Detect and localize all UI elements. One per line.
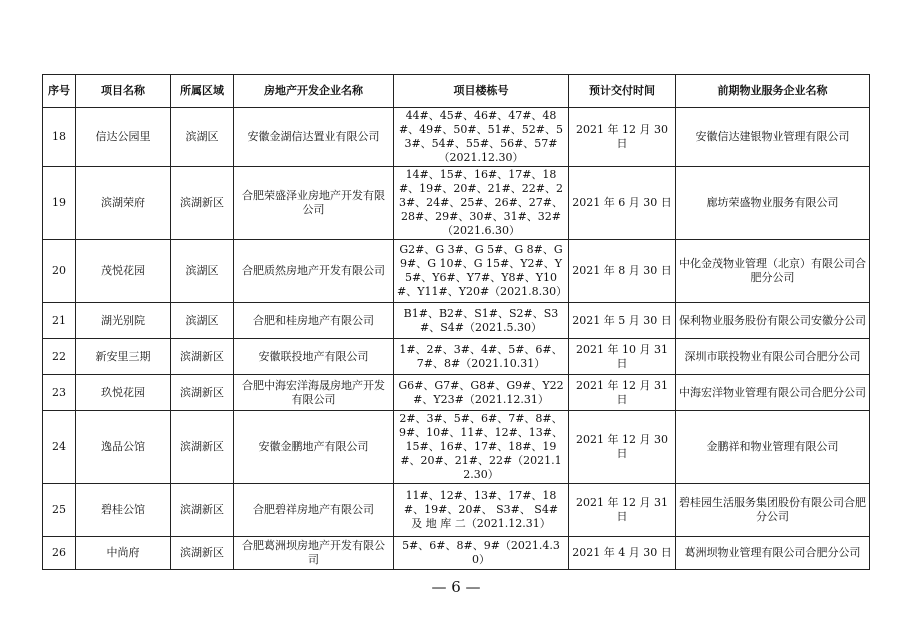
cell-delivery: 2021 年 10 月 31 日: [569, 339, 676, 375]
cell-buildings: 1#、2#、3#、4#、5#、6#、7#、8#（2021.10.31）: [394, 339, 569, 375]
header-district: 所属区域: [171, 75, 234, 108]
cell-no: 23: [43, 375, 76, 411]
cell-district: 滨湖区: [171, 240, 234, 303]
cell-property: 廊坊荣盛物业服务有限公司: [676, 167, 870, 240]
cell-project: 碧桂公馆: [76, 484, 171, 537]
cell-developer: 安徽金鹏地产有限公司: [234, 411, 394, 484]
cell-no: 21: [43, 303, 76, 339]
table-row: [43, 167, 870, 240]
cell-buildings: B1#、B2#、S1#、S2#、S3#、S4#（2021.5.30）: [394, 303, 569, 339]
cell-delivery: 2021 年 12 月 30 日: [569, 108, 676, 167]
cell-buildings: 2#、3#、5#、6#、7#、8#、9#、10#、11#、12#、13#、15#、16#、17#、18#、19#、20#、21#、22#（2021.12.30）: [394, 411, 569, 484]
cell-delivery: 2021 年 12 月 31 日: [569, 484, 676, 537]
cell-district: 滨湖新区: [171, 484, 234, 537]
cell-no: 26: [43, 537, 76, 570]
cell-delivery: 2021 年 6 月 30 日: [569, 167, 676, 240]
table-row: [43, 484, 870, 537]
table-row: [43, 411, 870, 484]
cell-property: 中化金茂物业管理（北京）有限公司合肥分公司: [676, 240, 870, 303]
cell-property: 深圳市联投物业有限公司合肥分公司: [676, 339, 870, 375]
table-row: [43, 339, 870, 375]
cell-buildings: G6#、G7#、G8#、G9#、Y22#、Y23#（2021.12.31）: [394, 375, 569, 411]
table-row: [43, 375, 870, 411]
cell-property: 葛洲坝物业管理有限公司合肥分公司: [676, 537, 870, 570]
project-table: [42, 74, 870, 570]
cell-developer: 合肥质然房地产开发有限公司: [234, 240, 394, 303]
table-row: [43, 240, 870, 303]
cell-delivery: 2021 年 4 月 30 日: [569, 537, 676, 570]
cell-delivery: 2021 年 5 月 30 日: [569, 303, 676, 339]
cell-delivery: 2021 年 12 月 31 日: [569, 375, 676, 411]
page-number: — 6 —: [431, 578, 481, 596]
cell-district: 滨湖新区: [171, 339, 234, 375]
header-project: 项目名称: [76, 75, 171, 108]
cell-no: 18: [43, 108, 76, 167]
cell-property: 安徽信达建银物业管理有限公司: [676, 108, 870, 167]
cell-project: 茂悦花园: [76, 240, 171, 303]
table-header-row: [43, 75, 870, 108]
cell-buildings: 44#、45#、46#、47#、48#、49#、50#、51#、52#、53#、54#、55#、56#、57#（2021.12.30）: [394, 108, 569, 167]
cell-no: 24: [43, 411, 76, 484]
header-property: 前期物业服务企业名称: [676, 75, 870, 108]
table-row: [43, 303, 870, 339]
cell-buildings: 11#、12#、13#、17#、18#、19#、20#、 S3#、 S4# 及 地 库 二（2021.12.31）: [394, 484, 569, 537]
cell-district: 滨湖新区: [171, 375, 234, 411]
header-delivery: 预计交付时间: [569, 75, 676, 108]
cell-buildings: G2#、G 3#、G 5#、G 8#、G 9#、G 10#、G 15#、Y2#、Y5#、Y6#、Y7#、Y8#、Y10#、Y11#、Y20#（2021.8.30）: [394, 240, 569, 303]
cell-developer: 合肥中海宏洋海晟房地产开发有限公司: [234, 375, 394, 411]
cell-buildings: 14#、15#、16#、17#、18#、19#、20#、21#、22#、23#、24#、25#、26#、27#、28#、29#、30#、31#、32#（2021.6.30）: [394, 167, 569, 240]
cell-developer: 安徽金湖信达置业有限公司: [234, 108, 394, 167]
cell-developer: 安徽联投地产有限公司: [234, 339, 394, 375]
cell-developer: 合肥葛洲坝房地产开发有限公司: [234, 537, 394, 570]
cell-district: 滨湖区: [171, 108, 234, 167]
cell-developer: 合肥和桂房地产有限公司: [234, 303, 394, 339]
cell-project: 信达公园里: [76, 108, 171, 167]
cell-district: 滨湖新区: [171, 537, 234, 570]
cell-property: 金鹏祥和物业管理有限公司: [676, 411, 870, 484]
cell-project: 新安里三期: [76, 339, 171, 375]
cell-no: 19: [43, 167, 76, 240]
cell-project: 逸品公馆: [76, 411, 171, 484]
cell-project: 中尚府: [76, 537, 171, 570]
table-row: [43, 108, 870, 167]
table-row: [43, 537, 870, 570]
cell-developer: 合肥荣盛泽业房地产开发有限公司: [234, 167, 394, 240]
header-developer: 房地产开发企业名称: [234, 75, 394, 108]
header-buildings: 项目楼栋号: [394, 75, 569, 108]
cell-property: 中海宏洋物业管理有限公司合肥分公司: [676, 375, 870, 411]
cell-project: 湖光别院: [76, 303, 171, 339]
cell-district: 滨湖新区: [171, 411, 234, 484]
cell-project: 滨湖荣府: [76, 167, 171, 240]
cell-property: 碧桂园生活服务集团股份有限公司合肥分公司: [676, 484, 870, 537]
cell-delivery: 2021 年 8 月 30 日: [569, 240, 676, 303]
cell-project: 玖悦花园: [76, 375, 171, 411]
cell-district: 滨湖新区: [171, 167, 234, 240]
header-no: 序号: [43, 75, 76, 108]
cell-developer: 合肥碧祥房地产有限公司: [234, 484, 394, 537]
cell-no: 22: [43, 339, 76, 375]
cell-property: 保利物业服务股份有限公司安徽分公司: [676, 303, 870, 339]
cell-delivery: 2021 年 12 月 30 日: [569, 411, 676, 484]
cell-district: 滨湖区: [171, 303, 234, 339]
cell-no: 25: [43, 484, 76, 537]
cell-no: 20: [43, 240, 76, 303]
cell-buildings: 5#、6#、8#、9#（2021.4.30）: [394, 537, 569, 570]
